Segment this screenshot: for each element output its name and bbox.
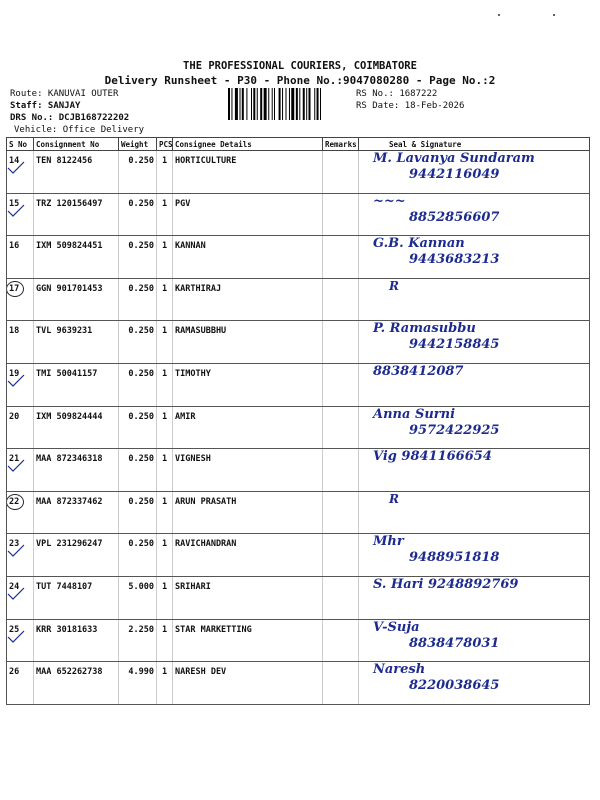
pen-tick-mark (7, 543, 25, 557)
pieces-count: 1 (157, 534, 173, 577)
consignment-number: KRR 30181633 (34, 619, 119, 662)
barcode-bar (228, 88, 230, 120)
pieces-count: 1 (157, 321, 173, 364)
pen-tick-mark (7, 458, 25, 472)
serial-number (7, 321, 34, 364)
consignee-name: NARESH DEV (173, 662, 323, 705)
barcode-bar (260, 88, 262, 120)
handwritten-signature: M. Lavanya Sundaram (373, 151, 535, 166)
barcode-bar (253, 88, 255, 120)
handwritten-signature: 8838412087 (373, 363, 464, 379)
serial-number (7, 491, 34, 534)
pieces-count: 1 (157, 406, 173, 449)
remarks-cell (323, 363, 359, 406)
signature-cell (359, 278, 590, 321)
runsheet-subtitle: Delivery Runsheet - P30 - Phone No.:9047080280 - Page No.:2 (104, 74, 496, 87)
table-row (7, 491, 590, 534)
remarks-cell (323, 193, 359, 236)
signature-cell (359, 619, 590, 662)
serial-number (7, 576, 34, 619)
barcode-bar (309, 88, 311, 120)
barcode-bar (242, 88, 244, 120)
consignment-number: TRZ 120156497 (34, 193, 119, 236)
handwritten-signature: V-Suja (373, 619, 420, 635)
serial-number-text: 15 (9, 199, 19, 209)
pieces-count: 1 (157, 278, 173, 321)
barcode-bar (286, 88, 287, 120)
signature-cell (359, 406, 590, 449)
barcode-bar (306, 88, 307, 120)
consignee-name: VIGNESH (173, 449, 323, 492)
serial-number (7, 619, 34, 662)
consignee-name: HORTICULTURE (173, 151, 323, 194)
table-row (7, 449, 590, 492)
rs-number: RS No.: 1687222 (356, 89, 438, 99)
handwritten-signature: R (389, 278, 399, 293)
barcode-bar (279, 88, 281, 120)
table-row (7, 278, 590, 321)
handwritten-phone: 8852856607 (409, 209, 500, 225)
pieces-count: 1 (157, 236, 173, 279)
barcode-bar (289, 88, 290, 120)
serial-number (7, 662, 34, 705)
pen-tick-mark (7, 373, 25, 387)
consignment-number: TUT 7448107 (34, 576, 119, 619)
remarks-cell (323, 619, 359, 662)
table-row (7, 363, 590, 406)
pen-circle-mark (7, 281, 25, 297)
handwritten-signature: R (389, 491, 399, 506)
consignment-number: TMI 50041157 (34, 363, 119, 406)
barcode-bar (264, 88, 267, 120)
speck (498, 14, 500, 16)
signature-cell (359, 321, 590, 364)
pen-tick-mark (7, 160, 25, 174)
weight-value: 0.250 (119, 321, 157, 364)
pieces-count: 1 (157, 619, 173, 662)
consignment-number: IXM 509824444 (34, 406, 119, 449)
handwritten-phone: 9442158845 (409, 337, 500, 353)
column-header: Consignment No (34, 138, 119, 151)
handwritten-phone: 9443683213 (409, 252, 500, 268)
serial-number (7, 449, 34, 492)
handwritten-phone: 8220038645 (409, 678, 500, 694)
barcode-bar (257, 88, 258, 120)
column-header: Seal & Signature (359, 138, 590, 151)
consignee-name: STAR MARKETTING (173, 619, 323, 662)
staff-text: Staff: SANJAY (10, 101, 81, 111)
remarks-cell (323, 491, 359, 534)
signature-cell (359, 534, 590, 577)
speck (553, 14, 555, 16)
consignee-name: RAVICHANDRAN (173, 534, 323, 577)
pieces-count: 1 (157, 363, 173, 406)
weight-value: 0.250 (119, 491, 157, 534)
column-header: Remarks (323, 138, 359, 151)
handwritten-signature: G.B. Kannan (373, 236, 465, 252)
column-header: PCS (157, 138, 173, 151)
table-row (7, 193, 590, 236)
table-row (7, 151, 590, 194)
barcode-image (228, 88, 352, 120)
table-row (7, 534, 590, 577)
pen-tick-mark (7, 629, 25, 643)
table-row (7, 236, 590, 279)
remarks-cell (323, 151, 359, 194)
consignee-name: KANNAN (173, 236, 323, 279)
serial-number (7, 193, 34, 236)
signature-cell (359, 662, 590, 705)
pieces-count: 1 (157, 151, 173, 194)
column-header: Weight (119, 138, 157, 151)
signature-cell (359, 193, 590, 236)
serial-number (7, 534, 34, 577)
signature-cell (359, 491, 590, 534)
barcode-bar (291, 88, 294, 120)
consignment-number: GGN 901701453 (34, 278, 119, 321)
handwritten-signature: P. Ramasubbu (373, 321, 476, 337)
pieces-count: 1 (157, 193, 173, 236)
serial-number-text: 14 (9, 156, 19, 166)
rs-date: RS Date: 18-Feb-2026 (356, 101, 465, 111)
signature-cell (359, 151, 590, 194)
serial-number-text: 23 (9, 539, 19, 549)
weight-value: 0.250 (119, 449, 157, 492)
weight-value: 0.250 (119, 193, 157, 236)
serial-number (7, 151, 34, 194)
barcode-bar (303, 88, 305, 120)
consignment-number: IXM 509824451 (34, 236, 119, 279)
weight-value: 0.250 (119, 236, 157, 279)
remarks-cell (323, 449, 359, 492)
serial-number-text: 26 (9, 667, 20, 678)
remarks-cell (323, 662, 359, 705)
weight-value: 2.250 (119, 619, 157, 662)
handwritten-phone: 9488951818 (409, 550, 500, 566)
barcode-bar (251, 88, 252, 120)
consignment-number: MAA 652262738 (34, 662, 119, 705)
handwritten-signature: Vig 9841166654 (373, 449, 492, 465)
weight-value: 0.250 (119, 363, 157, 406)
serial-number-text: 16 (9, 241, 20, 252)
handwritten-signature: Anna Surni (373, 406, 456, 422)
table-row (7, 321, 590, 364)
column-header: Consignee Details (173, 138, 323, 151)
serial-number-text: 20 (9, 411, 20, 422)
barcode-bar (274, 88, 275, 120)
signature-cell (359, 576, 590, 619)
handwritten-phone: 9442116049 (409, 167, 500, 182)
remarks-cell (323, 278, 359, 321)
serial-number-text: 21 (9, 454, 19, 464)
pieces-count: 1 (157, 449, 173, 492)
pieces-count: 1 (157, 491, 173, 534)
serial-number-text: 25 (9, 625, 19, 635)
consignee-name: TIMOTHY (173, 363, 323, 406)
vehicle-text: Vehicle: Office Delivery (14, 125, 145, 135)
table-row (7, 619, 590, 662)
consignment-number: TEN 8122456 (34, 151, 119, 194)
drs-number: DRS No.: DCJB168722202 (10, 113, 130, 123)
serial-number (7, 278, 34, 321)
barcode-bar (246, 88, 247, 120)
serial-number-text: 18 (9, 326, 20, 337)
barcode-bar (320, 88, 321, 120)
barcode-bar (296, 88, 298, 120)
barcode-bar (235, 88, 238, 120)
barcode-bar (317, 88, 319, 120)
handwritten-signature: S. Hari 9248892769 (373, 576, 519, 592)
signature-cell (359, 236, 590, 279)
handwritten-phone: 8838478031 (409, 635, 500, 651)
route-text: Route: KANUVAI OUTER (10, 89, 119, 99)
pen-tick-mark (7, 586, 25, 600)
handwritten-signature: ~~~ (373, 193, 406, 209)
remarks-cell (323, 321, 359, 364)
consignee-name: PGV (173, 193, 323, 236)
pen-tick-mark (7, 203, 25, 217)
serial-number-text: 22 (9, 497, 19, 507)
serial-number (7, 236, 34, 279)
handwritten-signature: Mhr (373, 534, 404, 550)
handwritten-signature: Naresh (373, 662, 426, 678)
serial-number (7, 406, 34, 449)
runsheet-table (6, 137, 590, 705)
pen-circle-mark (7, 494, 25, 510)
consignee-name: RAMASUBBHU (173, 321, 323, 364)
remarks-cell (323, 534, 359, 577)
remarks-cell (323, 406, 359, 449)
consignee-name: AMIR (173, 406, 323, 449)
pieces-count: 1 (157, 662, 173, 705)
signature-cell (359, 449, 590, 492)
table-row (7, 406, 590, 449)
consignment-number: TVL 9639231 (34, 321, 119, 364)
barcode-bar (272, 88, 273, 120)
consignee-name: KARTHIRAJ (173, 278, 323, 321)
serial-number-text: 17 (9, 284, 19, 294)
barcode-bar (282, 88, 283, 120)
weight-value: 0.250 (119, 151, 157, 194)
weight-value: 4.990 (119, 662, 157, 705)
weight-value: 0.250 (119, 406, 157, 449)
weight-value: 0.250 (119, 278, 157, 321)
barcode-bar (240, 88, 241, 120)
serial-number (7, 363, 34, 406)
handwritten-phone: 9572422925 (409, 422, 500, 438)
table-row (7, 662, 590, 705)
consignee-name: SRIHARI (173, 576, 323, 619)
signature-cell (359, 363, 590, 406)
barcode-bar (314, 88, 315, 120)
table-header-row (7, 138, 590, 151)
weight-value: 0.250 (119, 534, 157, 577)
serial-number-text: 19 (9, 369, 19, 379)
pieces-count: 1 (157, 576, 173, 619)
company-title: THE PROFESSIONAL COURIERS, COIMBATORE (183, 60, 417, 72)
consignment-number: MAA 872337462 (34, 491, 119, 534)
weight-value: 5.000 (119, 576, 157, 619)
column-header: S No (7, 138, 34, 151)
remarks-cell (323, 576, 359, 619)
barcode-bar (268, 88, 269, 120)
consignment-number: VPL 231296247 (34, 534, 119, 577)
barcode-bar (231, 88, 232, 120)
consignment-number: MAA 872346318 (34, 449, 119, 492)
remarks-cell (323, 236, 359, 279)
consignee-name: ARUN PRASATH (173, 491, 323, 534)
barcode-bar (299, 88, 300, 120)
table-row (7, 576, 590, 619)
serial-number-text: 24 (9, 582, 19, 592)
